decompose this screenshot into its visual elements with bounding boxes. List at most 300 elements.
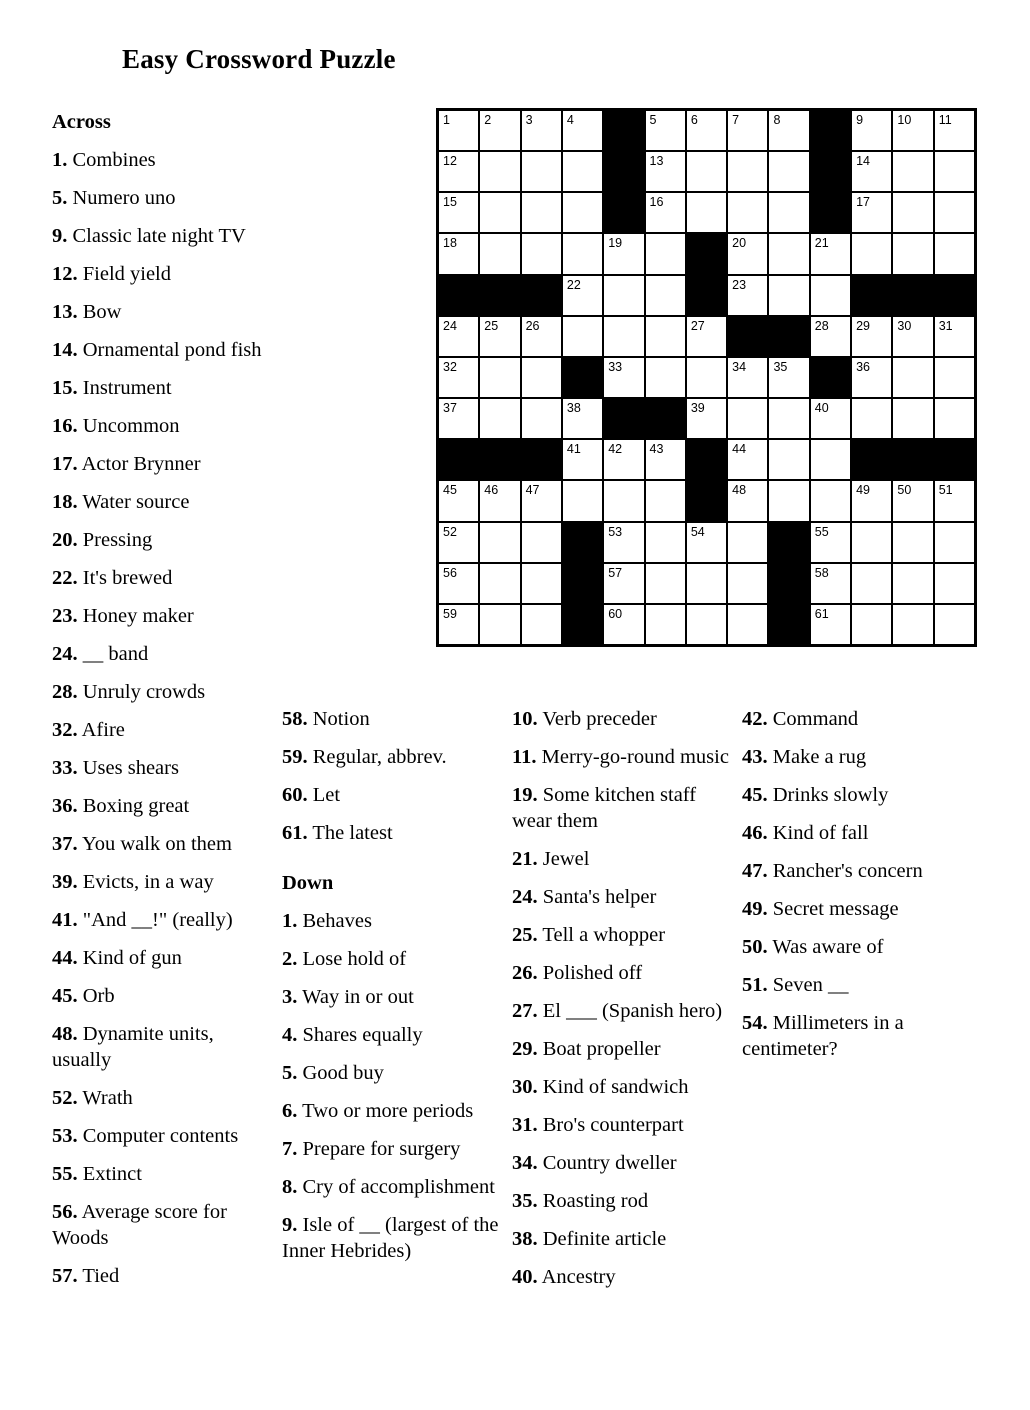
grid-cell[interactable] [934, 604, 975, 645]
cell-number: 4 [566, 113, 574, 127]
black-square [851, 275, 892, 316]
grid-cell[interactable] [438, 357, 479, 398]
clue-text: Lose hold of [302, 948, 407, 970]
grid-cell[interactable] [727, 110, 768, 151]
clue-text: Kind of fall [772, 822, 869, 844]
grid-cell[interactable] [851, 563, 892, 604]
grid-cell[interactable] [892, 192, 933, 233]
clue-text: Make a rug [772, 746, 867, 768]
clue-text: Uses shears [82, 757, 179, 779]
cell-number: 13 [649, 154, 664, 169]
clue-text: Numero uno [72, 187, 176, 209]
clue-number: 23. [52, 605, 78, 627]
clue-text: Combines [72, 149, 156, 171]
grid-cell[interactable] [438, 192, 479, 233]
across-clue [52, 1161, 267, 1187]
grid-cell[interactable] [603, 275, 644, 316]
grid-cell[interactable] [851, 192, 892, 233]
grid-cell[interactable] [521, 522, 562, 563]
across-clue [52, 337, 267, 363]
black-square [934, 275, 975, 316]
black-square [686, 439, 727, 480]
grid-cell[interactable] [479, 151, 520, 192]
cell-number: 35 [773, 359, 788, 374]
grid-cell[interactable] [727, 604, 768, 645]
clue-text: Afire [81, 719, 125, 741]
clue-text: Seven __ [772, 974, 849, 996]
cell-number: 23 [732, 277, 747, 292]
cell-number: 48 [732, 483, 747, 498]
clue-text: Evicts, in a way [82, 871, 214, 893]
clue-text: Bro's counterpart [542, 1114, 684, 1136]
grid-cell[interactable] [479, 316, 520, 357]
clue-text: Shares equally [302, 1024, 423, 1046]
down-clue [512, 706, 734, 732]
across-clue [52, 489, 267, 515]
clue-number: 15. [52, 377, 78, 399]
clue-text: Kind of gun [82, 947, 182, 969]
across-clue [52, 147, 267, 173]
cell-number: 54 [690, 524, 705, 539]
cell-number: 12 [443, 154, 457, 169]
clue-text: It's brewed [82, 567, 173, 589]
grid-cell[interactable] [438, 316, 479, 357]
down-clue [742, 744, 964, 770]
grid-cell[interactable] [686, 110, 727, 151]
clue-text: Rancher's concern [772, 860, 923, 882]
down-heading: Down [282, 872, 334, 894]
black-square [603, 110, 644, 151]
clue-number: 24. [512, 886, 538, 908]
grid-cell[interactable] [934, 398, 975, 439]
down-clue [512, 1112, 734, 1138]
grid-cell[interactable] [810, 233, 851, 274]
grid-cell[interactable] [686, 192, 727, 233]
clue-number: 1. [282, 910, 298, 932]
clue-text: Regular, abbrev. [312, 746, 447, 768]
cell-number: 31 [938, 318, 953, 333]
grid-cell[interactable] [603, 439, 644, 480]
grid-cell[interactable] [479, 522, 520, 563]
clue-text: Santa's helper [542, 886, 657, 908]
crossword-grid [436, 108, 977, 647]
cell-number: 32 [443, 359, 457, 374]
across-clue [52, 717, 267, 743]
clue-number: 30. [512, 1076, 538, 1098]
clue-text: __ band [82, 643, 149, 665]
black-square [686, 275, 727, 316]
cell-number: 22 [566, 277, 581, 292]
clue-number: 12. [52, 263, 78, 285]
across-clue [52, 375, 267, 401]
cell-number: 56 [443, 565, 457, 580]
cell-number: 11 [938, 113, 952, 127]
grid-cell[interactable] [768, 110, 809, 151]
grid-cell[interactable] [892, 110, 933, 151]
grid-cell[interactable] [562, 192, 603, 233]
grid-cell[interactable] [521, 398, 562, 439]
grid-cell[interactable] [562, 398, 603, 439]
grid-cell[interactable] [934, 110, 975, 151]
cell-number: 18 [443, 236, 457, 251]
grid-cell[interactable] [727, 357, 768, 398]
clue-text: Pressing [82, 529, 153, 551]
down-clue [282, 908, 504, 934]
grid-cell[interactable] [768, 192, 809, 233]
grid-cell[interactable] [562, 316, 603, 357]
clue-text: Command [772, 708, 859, 730]
grid-cell[interactable] [479, 480, 520, 521]
grid-cell[interactable] [686, 357, 727, 398]
grid-cell[interactable] [686, 151, 727, 192]
cell-number: 49 [856, 483, 870, 498]
grid-cell[interactable] [438, 398, 479, 439]
down-clue [512, 782, 734, 834]
clue-number: 40. [512, 1266, 538, 1288]
across-clue [52, 261, 267, 287]
clue-number: 39. [52, 871, 78, 893]
grid-cell[interactable] [934, 563, 975, 604]
grid-cell[interactable] [479, 233, 520, 274]
grid-cell[interactable] [645, 192, 686, 233]
grid-cell[interactable] [727, 480, 768, 521]
clue-text: Drinks slowly [772, 784, 889, 806]
across-clue [282, 782, 504, 808]
clue-text: Orb [82, 985, 115, 1007]
cell-number: 24 [443, 318, 457, 333]
grid-cell[interactable] [438, 522, 479, 563]
cell-number: 14 [856, 154, 870, 169]
clue-number: 20. [52, 529, 78, 551]
black-square [934, 439, 975, 480]
grid-cell[interactable] [562, 151, 603, 192]
clue-number: 47. [742, 860, 768, 882]
down-clue [282, 1174, 504, 1200]
grid-cell[interactable] [851, 233, 892, 274]
black-square [479, 439, 520, 480]
grid-cell[interactable] [892, 233, 933, 274]
cell-number: 52 [443, 524, 457, 539]
grid-cell[interactable] [851, 110, 892, 151]
grid-cell[interactable] [562, 275, 603, 316]
grid-cell[interactable] [727, 275, 768, 316]
clue-number: 44. [52, 947, 78, 969]
black-square [727, 316, 768, 357]
across-clue [282, 820, 504, 846]
grid-cell[interactable] [603, 357, 644, 398]
black-square [562, 522, 603, 563]
grid-cell[interactable] [851, 480, 892, 521]
grid-cell[interactable] [686, 604, 727, 645]
across-clue [52, 1123, 267, 1149]
grid-cell[interactable] [686, 398, 727, 439]
clue-number: 45. [742, 784, 768, 806]
clue-text: Jewel [542, 848, 590, 870]
across-clue [282, 744, 504, 770]
grid-cell[interactable] [562, 233, 603, 274]
clue-number: 51. [742, 974, 768, 996]
grid-cell[interactable] [645, 439, 686, 480]
across-clue [52, 1021, 267, 1073]
grid-cell[interactable] [892, 316, 933, 357]
cell-number: 58 [814, 565, 829, 580]
black-square [686, 480, 727, 521]
cell-number: 51 [938, 483, 953, 498]
clue-number: 48. [52, 1023, 78, 1045]
clue-text: Behaves [302, 910, 372, 932]
clue-text: Roasting rod [542, 1190, 649, 1212]
grid-cell[interactable] [521, 357, 562, 398]
clue-text: Millimeters in a centimeter? [742, 1012, 904, 1060]
grid-cell[interactable] [892, 522, 933, 563]
clue-text: Boxing great [82, 795, 190, 817]
grid-cell[interactable] [521, 604, 562, 645]
down-clue [282, 1060, 504, 1086]
grid-cell[interactable] [521, 316, 562, 357]
cell-number: 45 [443, 483, 457, 498]
grid-cell[interactable] [727, 563, 768, 604]
clue-number: 60. [282, 784, 308, 806]
grid-cell[interactable] [438, 563, 479, 604]
grid-cell[interactable] [810, 604, 851, 645]
down-clue [282, 1098, 504, 1124]
clue-text: You walk on them [82, 833, 232, 855]
grid-cell[interactable] [521, 233, 562, 274]
grid-cell[interactable] [479, 357, 520, 398]
grid-cell[interactable] [645, 563, 686, 604]
grid-cell[interactable] [768, 275, 809, 316]
clue-number: 24. [52, 643, 78, 665]
down-clue [512, 1188, 734, 1214]
grid-cell[interactable] [934, 357, 975, 398]
down-clues-column-4 [742, 706, 964, 1074]
grid-cell[interactable] [562, 439, 603, 480]
grid-cell[interactable] [438, 110, 479, 151]
clue-text: Merry-go-round music [541, 746, 729, 768]
grid-cell[interactable] [562, 110, 603, 151]
grid-cell[interactable] [810, 398, 851, 439]
grid-cell[interactable] [810, 275, 851, 316]
grid-cell[interactable] [479, 398, 520, 439]
cell-number: 53 [608, 524, 623, 539]
clue-text: Uncommon [82, 415, 180, 437]
cell-number: 43 [649, 442, 664, 457]
clue-number: 36. [52, 795, 78, 817]
across-clue [52, 527, 267, 553]
down-clue [742, 858, 964, 884]
grid-cell[interactable] [438, 151, 479, 192]
clue-number: 54. [742, 1012, 768, 1034]
grid-cell[interactable] [603, 316, 644, 357]
grid-cell[interactable] [438, 604, 479, 645]
down-clue [282, 946, 504, 972]
clue-number: 50. [742, 936, 768, 958]
clue-text: Ancestry [541, 1266, 616, 1288]
grid-cell[interactable] [727, 439, 768, 480]
grid-cell[interactable] [645, 522, 686, 563]
grid-cell[interactable] [603, 522, 644, 563]
clue-text: Unruly crowds [82, 681, 206, 703]
grid-cell[interactable] [686, 316, 727, 357]
clue-text: The latest [312, 822, 393, 844]
black-square [768, 604, 809, 645]
grid-cell[interactable] [686, 522, 727, 563]
down-clue [282, 1136, 504, 1162]
grid-cell[interactable] [934, 151, 975, 192]
black-square [686, 233, 727, 274]
grid-cell[interactable] [603, 604, 644, 645]
grid-cell[interactable] [562, 480, 603, 521]
clue-text: Polished off [542, 962, 643, 984]
grid-cell[interactable] [851, 604, 892, 645]
grid-cell[interactable] [603, 563, 644, 604]
grid-cell[interactable] [892, 604, 933, 645]
cell-number: 59 [443, 606, 457, 621]
grid-cell[interactable] [645, 110, 686, 151]
clue-number: 2. [282, 948, 298, 970]
grid-cell[interactable] [645, 316, 686, 357]
cell-number: 41 [566, 442, 581, 457]
across-clue [282, 706, 504, 732]
grid-cell[interactable] [892, 357, 933, 398]
grid-cell[interactable] [892, 151, 933, 192]
across-clue [52, 1263, 267, 1289]
grid-cell[interactable] [810, 316, 851, 357]
grid-cell[interactable] [603, 233, 644, 274]
down-clues-column-3 [512, 706, 734, 1302]
across-clue [52, 1085, 267, 1111]
grid-cell[interactable] [438, 233, 479, 274]
grid-cell[interactable] [521, 110, 562, 151]
clue-text: El ___ (Spanish hero) [542, 1000, 723, 1022]
grid-cell[interactable] [768, 151, 809, 192]
down-clue [282, 984, 504, 1010]
clue-text: Notion [312, 708, 370, 730]
grid-cell[interactable] [727, 192, 768, 233]
grid-cell[interactable] [603, 480, 644, 521]
grid-cell[interactable] [934, 192, 975, 233]
cell-number: 9 [856, 113, 864, 127]
grid-cell[interactable] [768, 398, 809, 439]
cell-number: 61 [814, 606, 829, 621]
grid-cell[interactable] [727, 233, 768, 274]
grid-cell[interactable] [521, 563, 562, 604]
clue-number: 5. [282, 1062, 298, 1084]
across-clue [52, 223, 267, 249]
down-clue [742, 1010, 964, 1062]
clue-number: 22. [52, 567, 78, 589]
clue-text: Country dweller [542, 1152, 677, 1174]
clue-text: Honey maker [82, 605, 194, 627]
black-square [892, 275, 933, 316]
grid-cell[interactable] [892, 480, 933, 521]
cell-number: 10 [897, 113, 912, 127]
grid-cell[interactable] [851, 398, 892, 439]
grid-cell[interactable] [479, 563, 520, 604]
cell-number: 50 [897, 483, 912, 498]
clue-text: Way in or out [302, 986, 414, 1008]
grid-cell[interactable] [645, 604, 686, 645]
clue-text: Ornamental pond fish [82, 339, 262, 361]
cell-number: 46 [484, 483, 499, 498]
grid-cell[interactable] [727, 151, 768, 192]
grid-cell[interactable] [934, 480, 975, 521]
grid-cell[interactable] [810, 480, 851, 521]
grid-cell[interactable] [768, 439, 809, 480]
clue-number: 49. [742, 898, 768, 920]
grid-cell[interactable] [768, 357, 809, 398]
grid-cell[interactable] [768, 233, 809, 274]
grid-cell[interactable] [727, 398, 768, 439]
clue-number: 8. [282, 1176, 298, 1198]
grid-cell[interactable] [934, 233, 975, 274]
clue-number: 13. [52, 301, 78, 323]
grid-cell[interactable] [645, 275, 686, 316]
grid-cell[interactable] [645, 151, 686, 192]
cell-number: 19 [608, 236, 623, 251]
grid-cell[interactable] [851, 522, 892, 563]
grid-cell[interactable] [645, 357, 686, 398]
grid-cell[interactable] [479, 192, 520, 233]
across-heading: Across [52, 111, 111, 133]
grid-cell[interactable] [521, 480, 562, 521]
grid-cell[interactable] [892, 398, 933, 439]
grid-cell[interactable] [686, 563, 727, 604]
clue-number: 19. [512, 784, 538, 806]
grid-cell[interactable] [934, 522, 975, 563]
grid-cell[interactable] [521, 192, 562, 233]
cell-number: 20 [732, 236, 747, 251]
grid-cell[interactable] [479, 604, 520, 645]
clue-number: 41. [52, 909, 78, 931]
down-clue [512, 1036, 734, 1062]
clue-number: 17. [52, 453, 78, 475]
grid-cell[interactable] [810, 522, 851, 563]
grid-cell[interactable] [521, 151, 562, 192]
cell-number: 34 [732, 359, 747, 374]
down-clue [512, 922, 734, 948]
clue-number: 4. [282, 1024, 298, 1046]
grid-cell[interactable] [479, 110, 520, 151]
clue-number: 42. [742, 708, 768, 730]
down-clue [742, 896, 964, 922]
black-square [562, 604, 603, 645]
grid-cell[interactable] [810, 439, 851, 480]
down-clue [512, 1264, 734, 1290]
grid-cell[interactable] [892, 563, 933, 604]
grid-cell[interactable] [934, 316, 975, 357]
black-square [810, 151, 851, 192]
grid-cell[interactable] [768, 480, 809, 521]
clue-text: Cry of accomplishment [302, 1176, 495, 1198]
grid-cell[interactable] [810, 563, 851, 604]
clue-text: Was aware of [772, 936, 884, 958]
clue-number: 9. [52, 225, 68, 247]
clue-number: 34. [512, 1152, 538, 1174]
grid-cell[interactable] [645, 480, 686, 521]
grid-cell[interactable] [851, 316, 892, 357]
grid-cell[interactable] [645, 233, 686, 274]
cell-number: 26 [525, 318, 540, 333]
grid-cell[interactable] [851, 151, 892, 192]
across-clue [52, 299, 267, 325]
grid-cell[interactable] [851, 357, 892, 398]
clue-number: 33. [52, 757, 78, 779]
clue-number: 55. [52, 1163, 78, 1185]
grid-cell[interactable] [727, 522, 768, 563]
grid-cell[interactable] [438, 480, 479, 521]
across-clue [52, 793, 267, 819]
